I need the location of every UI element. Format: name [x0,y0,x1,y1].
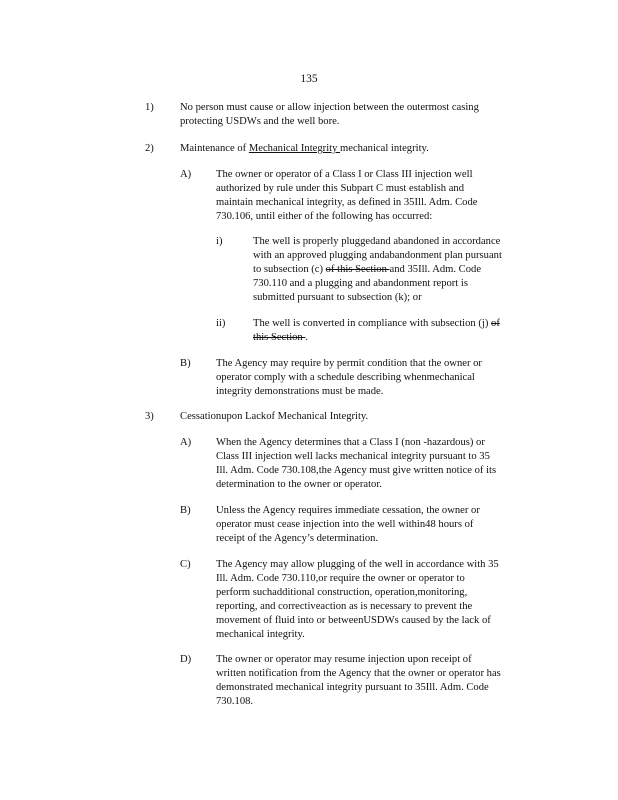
struck-deletion: this Section [253,332,306,343]
text-line: The well is properly pluggedand abandoned in accordance [253,236,501,247]
item-label: 3) [145,411,154,422]
item-text [180,101,520,129]
text-line [253,263,543,277]
item-text [216,653,556,709]
text-line: mechanical integrity. [216,629,305,640]
text-line: 730.110 and a plugging and abandonment report is [253,278,468,289]
text-line: The Agency may require by permit condition that the owner or [216,358,482,369]
text-line: submitted pursuant to subsection (k); or [253,292,422,303]
struck-deletion: of this Section [325,264,390,275]
text-line: When the Agency determines that a Class I (non -hazardous) or [216,437,485,448]
item-label: A) [180,437,192,448]
text-line: written notification from the Agency that the owner or operator has [216,668,501,679]
text-segment: The well is converted in compliance with subsection (j) [253,318,489,329]
text-line [253,331,553,345]
text-line: maintain mechanical integrity, as defined in 35Ill. Adm. Code [216,197,478,208]
text-segment: . [305,332,309,343]
text-line: Unless the Agency requires immediate cessation, the owner or [216,505,480,516]
text-line [253,317,553,331]
text-line: receipt of the Agency’s determination. [216,533,379,544]
text-line: The owner or operator may resume injection upon receipt of [216,654,472,665]
item-text [253,235,543,305]
text-line: Ill. Adm. Code 730.110,or require the owner or operator to [216,573,465,584]
text-line: demonstrated mechanical integrity pursuant to 35Ill. Adm. Code [216,682,489,693]
item-text [180,410,520,424]
text-segment: mechanical integrity. [340,143,429,154]
item-label: B) [180,358,191,369]
underlined-insertion: Mechanical Integrity [248,143,341,154]
item-label: 2) [145,143,154,154]
text-line: perform suchadditional construction, operation,monitoring, [216,587,468,598]
text-line: authorized by rule under this Subpart C must establish and [216,183,465,194]
text-line: with an approved plugging andabandonment plan pursuant [253,250,502,261]
item-text [216,558,546,642]
item-label: ii) [216,318,226,329]
text-segment: Maintenance of [180,143,249,154]
text-line: The owner or operator of a Class I or Class III injection well [216,169,473,180]
text-line: No person must cause or allow injection between the outermost casing [180,102,479,113]
item-text [216,357,526,399]
item-label: A) [180,169,192,180]
item-text [216,168,526,224]
text-line: integrity demonstrations must be made. [216,386,384,397]
item-label: D) [180,654,192,665]
text-segment: to subsection (c) [253,264,326,275]
text-line: The Agency may allow plugging of the well in accordance with 35 [216,559,499,570]
text-line: 730.106, until either of the following has occurred: [216,211,433,222]
text-line: Class III injection well lacks mechanical integrity pursuant to 35 [216,451,490,462]
text-line: Cessationupon Lackof Mechanical Integrity. [180,411,369,422]
item-text [253,317,553,345]
page-number: 135 [300,73,318,85]
item-text [216,436,546,492]
text-line: determination to the owner or operator. [216,479,382,490]
item-label: C) [180,559,191,570]
text-line: protecting USDWs and the well bore. [180,116,340,127]
text-line: 730.108. [216,696,254,707]
text-segment: and 35Ill. Adm. Code [389,264,482,275]
text-line: movement of fluid into or betweenUSDWs caused by the lack of [216,615,491,626]
text-line: operator must cease injection into the well within48 hours of [216,519,474,530]
item-label: i) [216,236,223,247]
item-label: 1) [145,102,154,113]
struck-deletion: of [491,318,500,329]
item-text [180,142,520,156]
item-text [216,504,526,546]
text-line: reporting, and correctiveaction as is necessary to prevent the [216,601,473,612]
item-label: B) [180,505,191,516]
text-line: operator comply with a schedule describing whenmechanical [216,372,475,383]
text-line: Ill. Adm. Code 730.108,the Agency must give written notice of its [216,465,497,476]
